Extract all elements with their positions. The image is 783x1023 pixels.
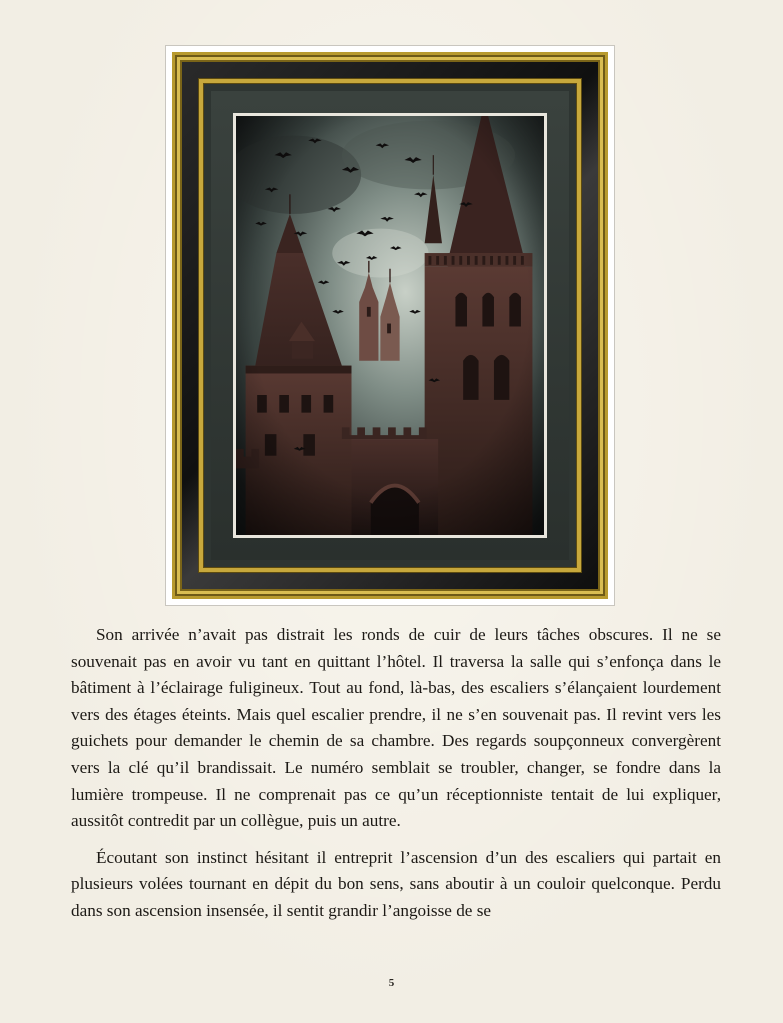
framed-illustration bbox=[165, 45, 615, 606]
dark-mat bbox=[211, 91, 569, 560]
page-number: 5 bbox=[388, 977, 395, 989]
paragraph-2: Écoutant son instinct hésitant il entreprit l’ascension d’un des escaliers qui partait en plusieurs volées tournant en dépit du bon sens, sans aboutir à un couloir quelconque. Perdu dans son ascension insensée, il sentit grandir l’angoisse de se bbox=[71, 847, 721, 920]
gold-inner-frame bbox=[199, 79, 581, 572]
picture-frame bbox=[172, 52, 608, 599]
paragraph-1: Son arrivée n’avait pas distrait les ronds de cuir de leurs tâches obscures. Il ne se souvenait pas en avoir vu tant en quittant l’hôtel. Il traversa la salle qui s’enfonça dans le bâtiment à l’éclairage fuligineux. Tout au fond, là-bas, des escaliers s’élançaient lourdement vers des étages éteints. Mais quel escalier prendre, il ne s’en souvenait pas. Il revint vers les guichets pour demander le chemin de sa chambre. Des regards soupçonneux convergèrent vers la clé qu’il brandissait. Le numéro semblait se troubler, changer, se fondre dans la lumière trompeuse. Il ne comprenait pas ce qu’un réceptionniste tentait de lui expliquer, aussitôt contredit par un collègue, puis un autre. bbox=[71, 625, 721, 831]
gothic-towers-with-crows-image bbox=[233, 113, 547, 538]
body-text bbox=[71, 622, 721, 925]
